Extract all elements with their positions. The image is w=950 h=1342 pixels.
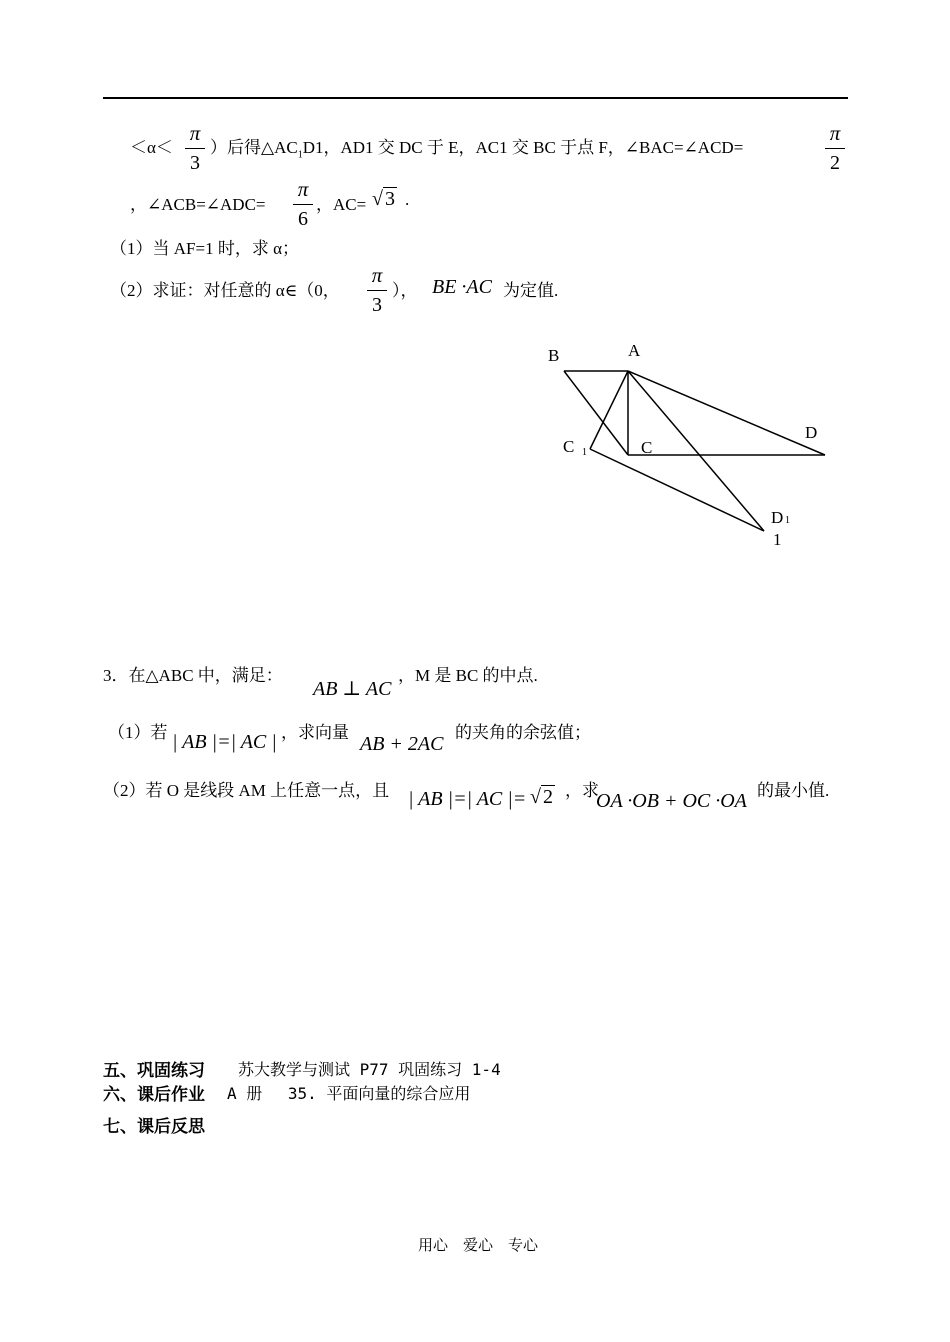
section-7-heading: 七、课后反思 <box>103 1117 205 1137</box>
segment-c1d1 <box>590 449 764 531</box>
label-d1-sub: 1 <box>785 515 790 526</box>
question-2-lead: （2）求证：对任意的 α∈（0， <box>110 281 340 300</box>
sqrt-3: √ 3 <box>372 188 395 210</box>
problem-3-q2-end: 的最小值. <box>757 781 830 800</box>
segment-ac1 <box>590 371 628 449</box>
question-1: （1）当 AF=1 时，求 α； <box>110 239 299 258</box>
problem-3-end: ，M 是 BC 的中点. <box>398 666 538 685</box>
question-2-mid: ）， <box>392 281 418 300</box>
problem-3-q1-mid: ，求向量 <box>281 723 349 742</box>
line1-lead: ＜α＜ <box>130 138 173 157</box>
problem-3-q2-lead: （2）若 O 是线段 AM 上任意一点，且 <box>103 781 390 800</box>
expr-oa-ob-oc-oa: OA ·OB + OC ·OA <box>596 790 747 812</box>
expr-be-ac: BE ·AC <box>432 276 492 298</box>
line2-mid: ，AC= <box>316 195 367 214</box>
fraction-pi-2: π 2 <box>822 120 848 175</box>
label-c: C <box>641 438 653 457</box>
fraction-pi-3: π 3 <box>182 120 208 175</box>
section-6-body: A 册 35. 平面向量的综合应用 <box>227 1084 471 1103</box>
problem-3-q1-lead: （1）若 <box>108 723 168 742</box>
question-2-end: 为定值. <box>503 281 559 300</box>
expr-abs-ab-ac: | AB |=| AC | <box>172 731 277 753</box>
segment-ad <box>628 371 825 455</box>
sqrt-2: √ 2 <box>530 786 553 808</box>
label-d: D <box>805 423 818 442</box>
page-footer: 用心 爱心 专心 <box>418 1236 539 1254</box>
section-5-heading: 五、巩固练习 <box>103 1061 205 1081</box>
geometry-figure <box>540 335 840 555</box>
fraction-pi-3-b: π 3 <box>364 262 390 317</box>
line1-text: ）后得$\triangle AC_1D1$，AD1 交 DC 于 E，AC1 交 BC 于点 F，∠BAC=∠ACD= <box>210 138 744 161</box>
line2-end: . <box>405 190 410 209</box>
expr-abs-ab-ac-2: | AB |=| AC |= <box>408 788 527 810</box>
problem-3-q2-mid: ，求 <box>565 781 599 800</box>
line2-lead: ，∠ACB=∠ADC= <box>130 195 266 214</box>
label-d1: D <box>771 508 784 527</box>
header-rule <box>103 97 848 99</box>
section-6-heading: 六、课后作业 <box>103 1085 205 1105</box>
label-c1-sub: 1 <box>582 447 587 458</box>
problem-3-lead: 3．在△ABC 中，满足： <box>103 666 283 685</box>
label-b: B <box>548 346 560 365</box>
label-d1-extra: 1 <box>773 530 782 549</box>
label-c1: C <box>563 437 575 456</box>
label-a: A <box>628 341 641 360</box>
fraction-pi-6: π 6 <box>290 176 316 231</box>
problem-3-q1-end: 的夹角的余弦值； <box>455 723 591 742</box>
expr-ab-plus-2ac: AB + 2AC <box>360 733 444 755</box>
section-5-body: 苏大教学与测试 P77 巩固练习 1-4 <box>238 1060 501 1079</box>
expr-ab-perp-ac: AB ⊥ AC <box>313 678 392 700</box>
